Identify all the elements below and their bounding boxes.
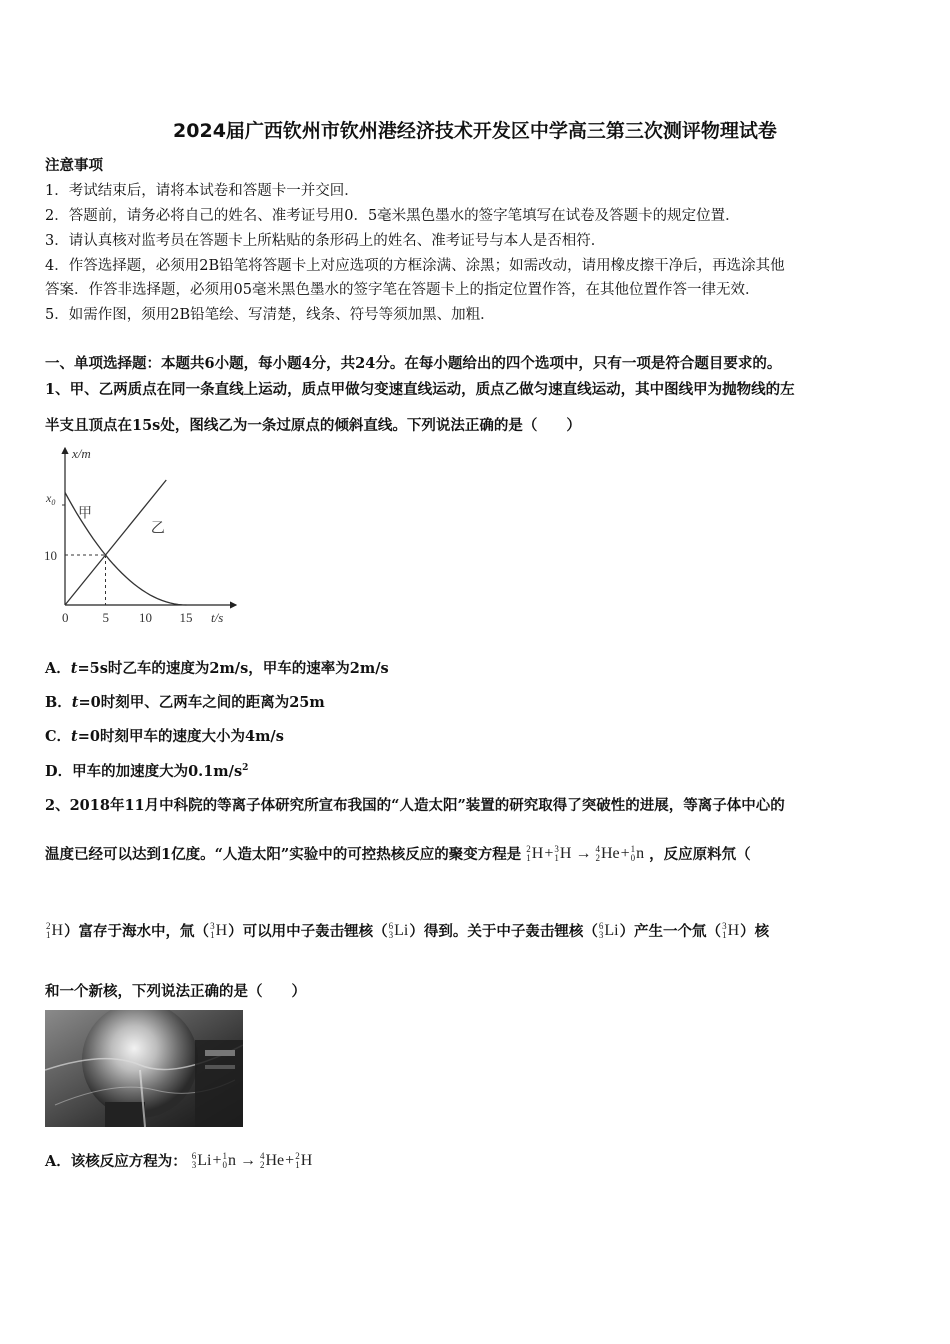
- notes-heading: 注意事项: [45, 157, 103, 174]
- x-tick-label: 0: [62, 610, 69, 625]
- svg-text:t/s: [211, 610, 223, 625]
- series-jia-label: 甲: [77, 505, 92, 522]
- q2-stem-line2: 温度已经可以达到1亿度。“人造太阳”实验中的可控热核反应的聚变方程是 2 1 H + 3 1 H → 4 2 He + 1 0 n ，反应原料氘（: [45, 843, 751, 863]
- q1-option-a[interactable]: A．t=5s时乙车的速度为2m/s，甲车的速率为2m/s: [45, 660, 389, 677]
- note-item: 2．答题前，请务必将自己的姓名、准考证号用0．5毫米黑色墨水的签字笔填写在试卷及答题卡的规定位置．: [45, 208, 740, 224]
- x-tick-label: 5: [102, 610, 109, 625]
- y-tick-label: 10: [44, 548, 57, 563]
- note-item: 3．请认真核对监考员在答题卡上所粘贴的条形码上的姓名、准考证号与本人是否相符．: [45, 233, 606, 249]
- xt-graph: [38, 440, 248, 635]
- x-tick-label: 15: [179, 610, 193, 625]
- q2-stem-line4: 和一个新核，下列说法正确的是（ ）: [45, 983, 306, 1000]
- y-marker-sub: 0: [51, 498, 56, 507]
- svg-text:x/m: [71, 446, 91, 461]
- note-item: 5．如需作图，须用2B铅笔绘、写清楚，线条、符号等须加黑、加粗．: [45, 307, 495, 323]
- q1-stem-line1: 1、甲、乙两质点在同一条直线上运动，质点甲做匀变速直线运动，质点乙做匀速直线运动，其中图线甲为抛物线的左: [45, 381, 795, 398]
- y-marker: x: [46, 491, 52, 505]
- section-heading: 一、单项选择题：本题共6小题，每小题4分，共24分。在每小题给出的四个选项中，只有一项是符合题目要求的。: [45, 355, 782, 372]
- series-yi-line: [65, 480, 166, 605]
- note-item: 4．作答选择题，必须用2B铅笔将答题卡上对应选项的方框涂满、涂黑；如需改动，请用橡皮擦干净后，再选涂其他: [45, 258, 785, 274]
- x-axis-label: t/s: [211, 610, 224, 625]
- q1-stem-line2: 半支且顶点在15s处，图线乙为一条过原点的倾斜直线。下列说法正确的是（ ）: [45, 417, 581, 434]
- note-item: 1．考试结束后，请将本试卷和答题卡一并交回．: [45, 183, 359, 199]
- q2-option-a[interactable]: A．该核反应方程为： 6 3 Li + 1 0 n → 4 2 He + 2 1 H: [45, 1150, 313, 1170]
- q1-option-d[interactable]: D．甲车的加速度大为$0.1m/s^2$: [45, 763, 249, 780]
- q2-stem-line3: 2 1 H ）富存于海水中，氚（ 3 1 H ）可以用中子轰击锂核（ 6 3 Li ）得到。关于中子轰击锂核（ 6 3 Li ）产生一个氚（ 3 1 H ）核: [46, 920, 770, 940]
- q2-stem-line1: 2、2018年11月中科院的等离子体研究所宣布我国的“人造太阳”装置的研究取得了突破性的进展，等离子体中心的: [45, 797, 785, 814]
- fusion-equation: 2 1 H + 3 1 H → 4 2 He + 1 0 n: [526, 843, 645, 863]
- q1-option-c[interactable]: C．t=0时刻甲车的速度大小为4m/s: [45, 728, 284, 745]
- y-axis-label: x/m: [72, 446, 91, 461]
- fusion-plasma-photo: [45, 1010, 243, 1127]
- reaction-equation: 6 3 Li + 1 0 n → 4 2 He + 2 1 H: [191, 1150, 313, 1170]
- x-tick-label: 10: [139, 610, 152, 625]
- svg-text:x0: [45, 491, 55, 507]
- q1-option-b[interactable]: B．t=0时刻甲、乙两车之间的距离为25m: [45, 694, 325, 711]
- note-item: 答案．作答非选择题，必须用05毫米黑色墨水的签字笔在答题卡上的指定位置作答，在其他位置作答一律无效．: [45, 282, 760, 298]
- series-yi-label: 乙: [150, 520, 165, 537]
- page-title: 2024届广西钦州市钦州港经济技术开发区中学高三第三次测评物理试卷: [173, 120, 777, 142]
